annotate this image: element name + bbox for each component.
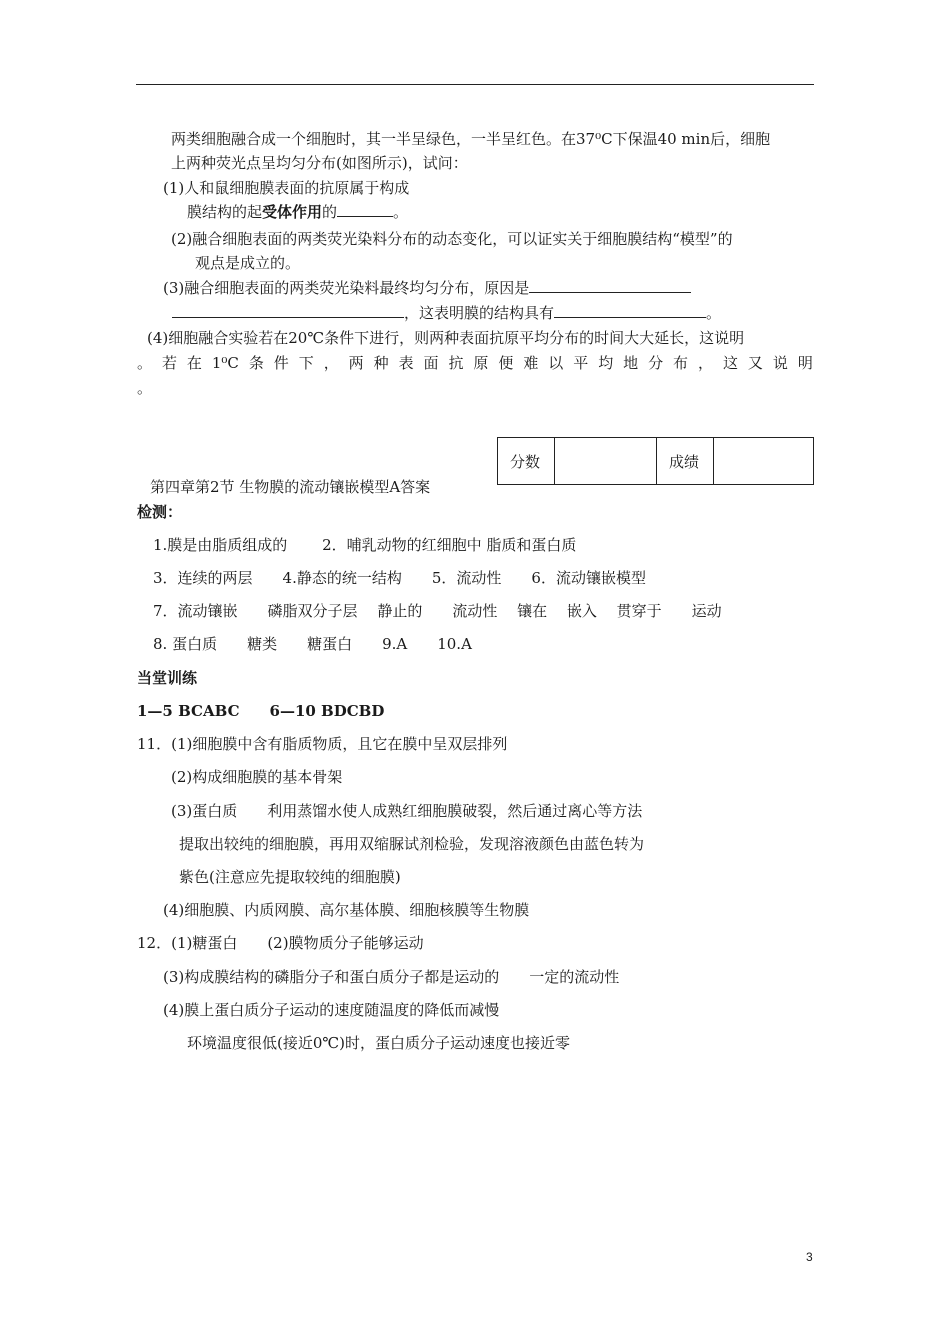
question-4-char: 在 <box>186 354 202 372</box>
question-4-char: 地 <box>623 354 639 372</box>
question-4-char: 面 <box>423 354 439 372</box>
question-1-line-1: (1)人和鼠细胞膜表面的抗原属于构成 <box>163 179 410 197</box>
test-answer-line: 1.膜是由脂质组成的 2．哺乳动物的红细胞中 脂质和蛋白质 <box>153 536 577 554</box>
question-4-char: 种 <box>373 354 389 372</box>
answer-title: 第四章第2节 生物膜的流动镶嵌模型A答案 <box>150 478 431 496</box>
question-2-line-2: 观点是成立的。 <box>195 254 301 272</box>
question-4-char: 平 <box>573 354 589 372</box>
question-3-line-2: ，这表明膜的结构具有 。 <box>172 303 721 323</box>
question-4-char: 均 <box>598 354 614 372</box>
question-4-char: 表 <box>398 354 414 372</box>
question-4-char: 明 <box>797 354 813 372</box>
q12-answer-line: (3)构成膜结构的磷脂分子和蛋白质分子都是运动的 一定的流动性 <box>163 968 620 986</box>
test-answer-line: 8. 蛋白质 糖类 糖蛋白 9.A 10.A <box>153 635 472 653</box>
question-line-1: 两类细胞融合成一个细胞时，其一半呈绿色，一半呈红色。在37⁰C下保温40 min后，细胞 <box>171 130 771 148</box>
q12-answer-line: (4)膜上蛋白质分子运动的速度随温度的降低而减慢 <box>163 1001 500 1019</box>
question-line-2: 上两种荧光点呈均匀分布(如图所示)，试问： <box>171 154 468 172</box>
header-rule <box>136 84 814 85</box>
choice-answers: 1—5 BCABC 6—10 BDCBD <box>137 702 385 720</box>
section-practice-heading: 当堂训练 <box>137 669 198 687</box>
question-4-char: 条 <box>248 354 264 372</box>
question-4-char: 件 <box>273 354 289 372</box>
q12-answer-line: 环境温度很低(接近0℃)时，蛋白质分子运动速度也接近零 <box>187 1034 571 1052</box>
question-4-line-3: 。 <box>137 379 153 397</box>
answer-blank[interactable] <box>337 202 393 217</box>
question-4-char: 抗 <box>448 354 464 372</box>
question-2-line-1: (2)融合细胞表面的两类荧光染料分布的动态变化，可以证实关于细胞膜结构“模型”的 <box>171 230 733 248</box>
question-4-char: 这 <box>722 354 738 372</box>
question-4-char: 原 <box>473 354 489 372</box>
score-label: 分数 <box>498 438 555 485</box>
question-4-char: 难 <box>523 354 539 372</box>
question-4-char: 说 <box>772 354 788 372</box>
q11-answer-line: 紫色(注意应先提取较纯的细胞膜) <box>179 868 401 886</box>
q11-answer-line: (2)构成细胞膜的基本骨架 <box>171 768 343 786</box>
question-4-char: 两 <box>348 354 364 372</box>
question-4-char: ， <box>323 354 339 372</box>
grade-cell[interactable] <box>713 438 813 485</box>
score-table <box>497 437 814 485</box>
q11-answer-line: (3)蛋白质 利用蒸馏水使人成熟红细胞膜破裂，然后通过离心等方法 <box>171 802 643 820</box>
test-answer-line: 7．流动镶嵌 磷脂双分子层 静止的 流动性 镶在 嵌入 贯穿于 运动 <box>153 602 722 620</box>
page-number: 3 <box>806 1250 813 1264</box>
q11-answer-line: 11．(1)细胞膜中含有脂质物质，且它在膜中呈双层排列 <box>137 735 508 753</box>
q12-answer-line: 12．(1)糖蛋白 (2)膜物质分子能够运动 <box>137 934 424 952</box>
question-4-char: 1⁰C <box>211 354 239 372</box>
answer-blank[interactable] <box>554 303 706 318</box>
question-3-line-1: (3)融合细胞表面的两类荧光染料最终均匀分布，原因是 <box>163 278 691 298</box>
question-4-char: ， <box>698 354 714 372</box>
question-4-char: 以 <box>548 354 564 372</box>
question-4-char: 若 <box>161 354 177 372</box>
q11-answer-line: 提取出较纯的细胞膜，再用双缩脲试剂检验，发现溶液颜色由蓝色转为 <box>179 835 645 853</box>
question-4-char: 便 <box>498 354 514 372</box>
question-4-char: 下 <box>298 354 314 372</box>
question-1-line-2: 膜结构的起受体作用的 。 <box>187 203 409 221</box>
answer-blank[interactable] <box>172 303 404 318</box>
q11-answer-line: (4)细胞膜、内质网膜、高尔基体膜、细胞核膜等生物膜 <box>163 901 530 919</box>
question-4-line-1: (4)细胞融合实验若在20℃条件下进行，则两种表面抗原平均分布的时间大大延长，这说明 <box>147 329 745 347</box>
section-test-heading: 检测： <box>137 503 183 521</box>
grade-label: 成绩 <box>656 438 713 485</box>
question-4-char: 。 <box>137 354 153 372</box>
question-4-char: 分 <box>648 354 664 372</box>
answer-blank[interactable] <box>529 278 691 293</box>
question-4-char: 布 <box>673 354 689 372</box>
question-4-line-2 <box>137 353 813 373</box>
test-answer-line: 3．连续的两层 4.静态的统一结构 5．流动性 6．流动镶嵌模型 <box>153 569 646 587</box>
question-4-char: 又 <box>747 354 763 372</box>
score-cell[interactable] <box>554 438 656 485</box>
